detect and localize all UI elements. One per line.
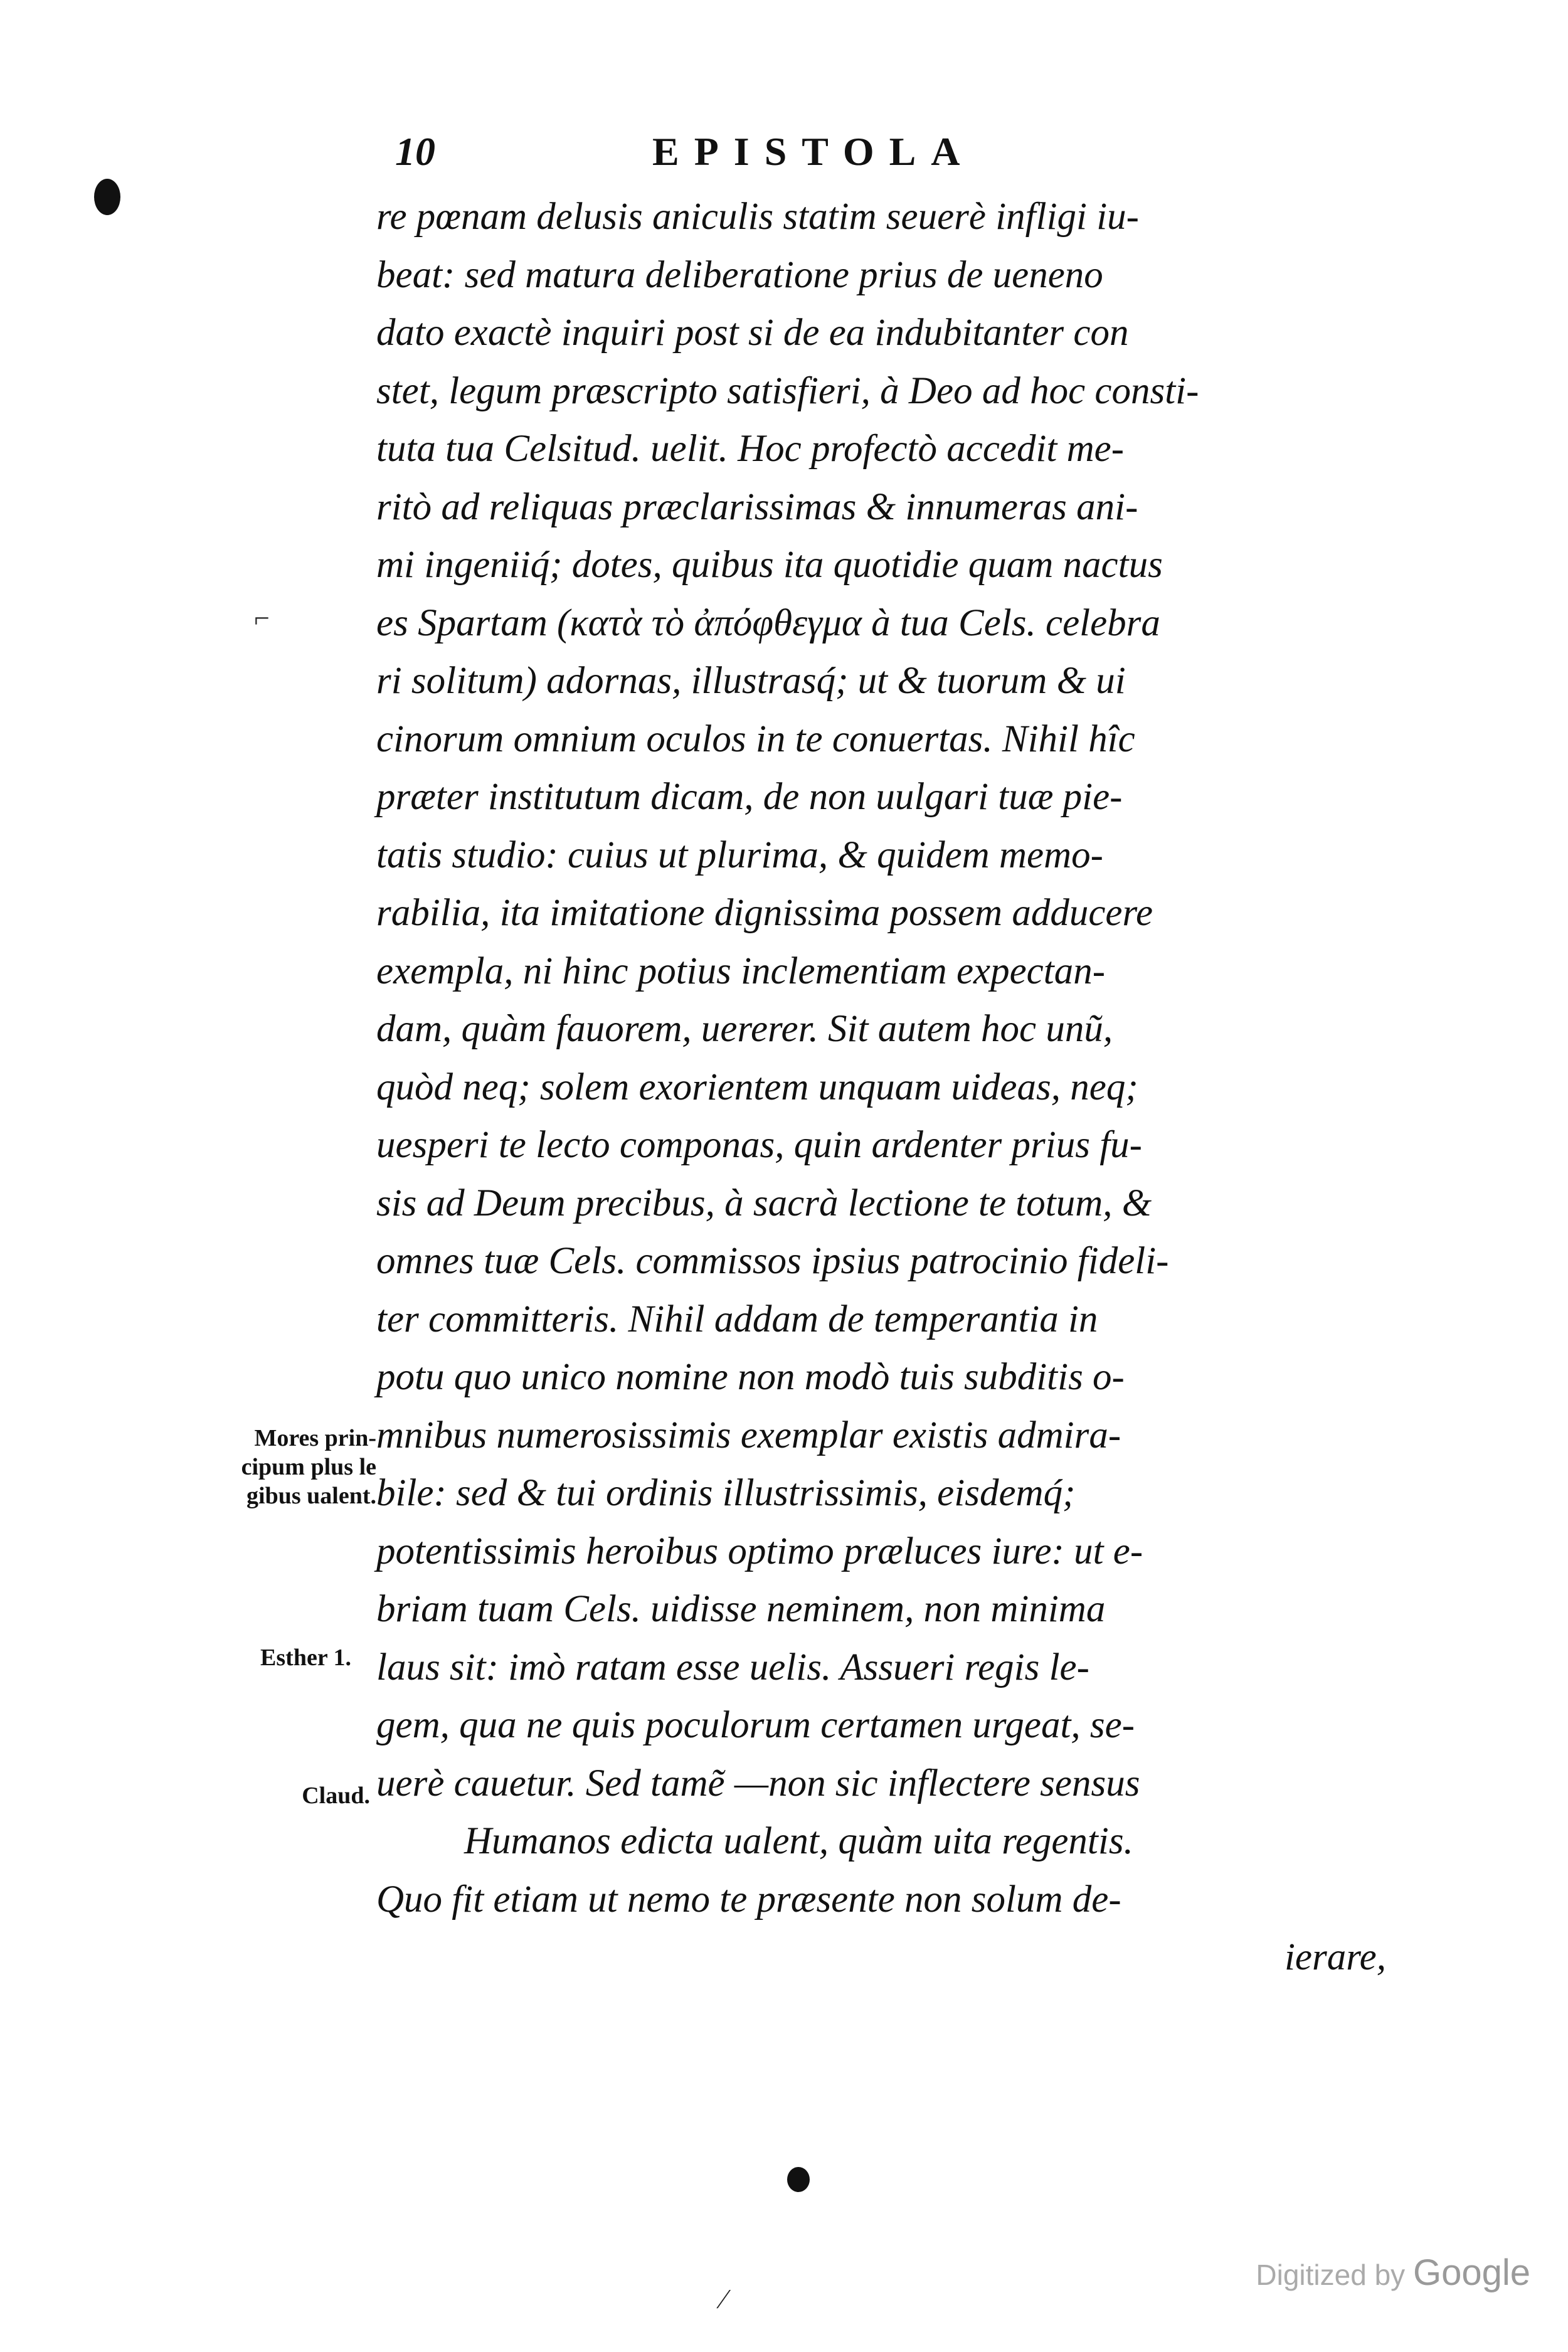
text-line: sis ad Deum precibus, à sacrà lectione te totum, & — [376, 1182, 1152, 1224]
text-line: laus sit: imò ratam esse uelis. Assueri regis le- — [376, 1646, 1089, 1688]
page-number: 10 — [395, 129, 435, 174]
text-line: potu quo unico nomine non modò tuis subditis o- — [376, 1356, 1125, 1398]
text-line: quòd neq; solem exorientem unquam uideas, neq; — [376, 1066, 1138, 1108]
margin-note-claud: Claud. — [302, 1783, 370, 1809]
text-line: Quo fit etiam ut nemo te præsente non solum de- — [376, 1878, 1121, 1920]
text-line: tuta tua Celsitud. uelit. Hoc profectò accedit me- — [376, 428, 1125, 470]
text-line: stet, legum præscripto satisfieri, à Deo ad hoc consti- — [376, 369, 1199, 412]
text-line: cinorum omnium oculos in te conuertas. Nihil hîc — [376, 718, 1135, 760]
text-line: mnibus numerosissimis exemplar existis admira- — [376, 1414, 1121, 1456]
text-line: beat: sed matura deliberatione prius de ueneno — [376, 253, 1103, 296]
running-head: EPISTOLA — [652, 129, 975, 174]
text-line: re pœnam delusis aniculis statim seuerè infligi iu- — [376, 196, 1139, 238]
margin-note-line: Mores prin- — [254, 1425, 376, 1451]
text-line: dato exactè inquiri post si de ea indubitanter con — [376, 312, 1129, 354]
google-logo: Google — [1412, 2252, 1530, 2293]
margin-note-esther: Esther 1. — [260, 1645, 351, 1671]
text-line: bile: sed & tui ordinis illustrissimis, eisdemq́; — [376, 1472, 1076, 1514]
text-line: uesperi te lecto componas, quin ardenter prius fu- — [376, 1124, 1142, 1166]
watermark-prefix: Digitized by — [1256, 2259, 1406, 2291]
text-line: es Spartam (κατὰ τὸ ἀπόφθεγμα à tua Cels. celebra — [376, 601, 1160, 644]
text-line: præter institutum dicam, de non uulgari tuæ pie- — [376, 776, 1123, 818]
text-line: gem, qua ne quis poculorum certamen urgeat, se- — [376, 1704, 1135, 1746]
digitized-watermark — [1256, 2252, 1530, 2294]
catchword-line: ierare, — [1284, 1936, 1386, 1978]
text-line: ri solitum) adornas, illustrasq́; ut & tuorum & ui — [376, 660, 1126, 702]
ink-blot — [94, 179, 120, 215]
text-line: potentissimis heroibus optimo præluces iure: ut e- — [376, 1530, 1143, 1572]
margin-note-mores — [176, 1424, 376, 1510]
margin-note-line: gibus ualent. — [246, 1483, 376, 1509]
text-line: briam tuam Cels. uidisse neminem, non minima — [376, 1588, 1106, 1630]
text-line: omnes tuæ Cels. commissos ipsius patrocinio fideli- — [376, 1240, 1169, 1282]
text-line: mi ingeniiq́; dotes, quibus ita quotidie quam nactus — [376, 544, 1163, 586]
verse-line: Humanos edicta ualent, quàm uita regentis. — [464, 1820, 1133, 1862]
text-line: exempla, ni hinc potius inclementiam expectan- — [376, 950, 1106, 992]
text-line: dam, quàm fauorem, uererer. Sit autem hoc unũ, — [376, 1008, 1113, 1050]
margin-note-line: cipum plus le — [241, 1454, 376, 1480]
text-line: tatis studio: cuius ut plurima, & quidem memo- — [376, 834, 1103, 876]
text-line: rabilia, ita imitatione dignissima possem adducere — [376, 892, 1153, 934]
body-text — [376, 188, 1392, 1987]
text-line: ritò ad reliquas præclarissimas & innumeras ani- — [376, 485, 1138, 528]
stray-mark: ⁄ — [721, 2284, 726, 2314]
text-line: ter committeris. Nihil addam de temperantia in — [376, 1298, 1098, 1340]
ink-blot — [787, 2167, 810, 2192]
stray-mark: ⌐ — [254, 603, 270, 633]
text-line: uerè cauetur. Sed tamẽ —non sic inflectere sensus — [376, 1762, 1140, 1804]
